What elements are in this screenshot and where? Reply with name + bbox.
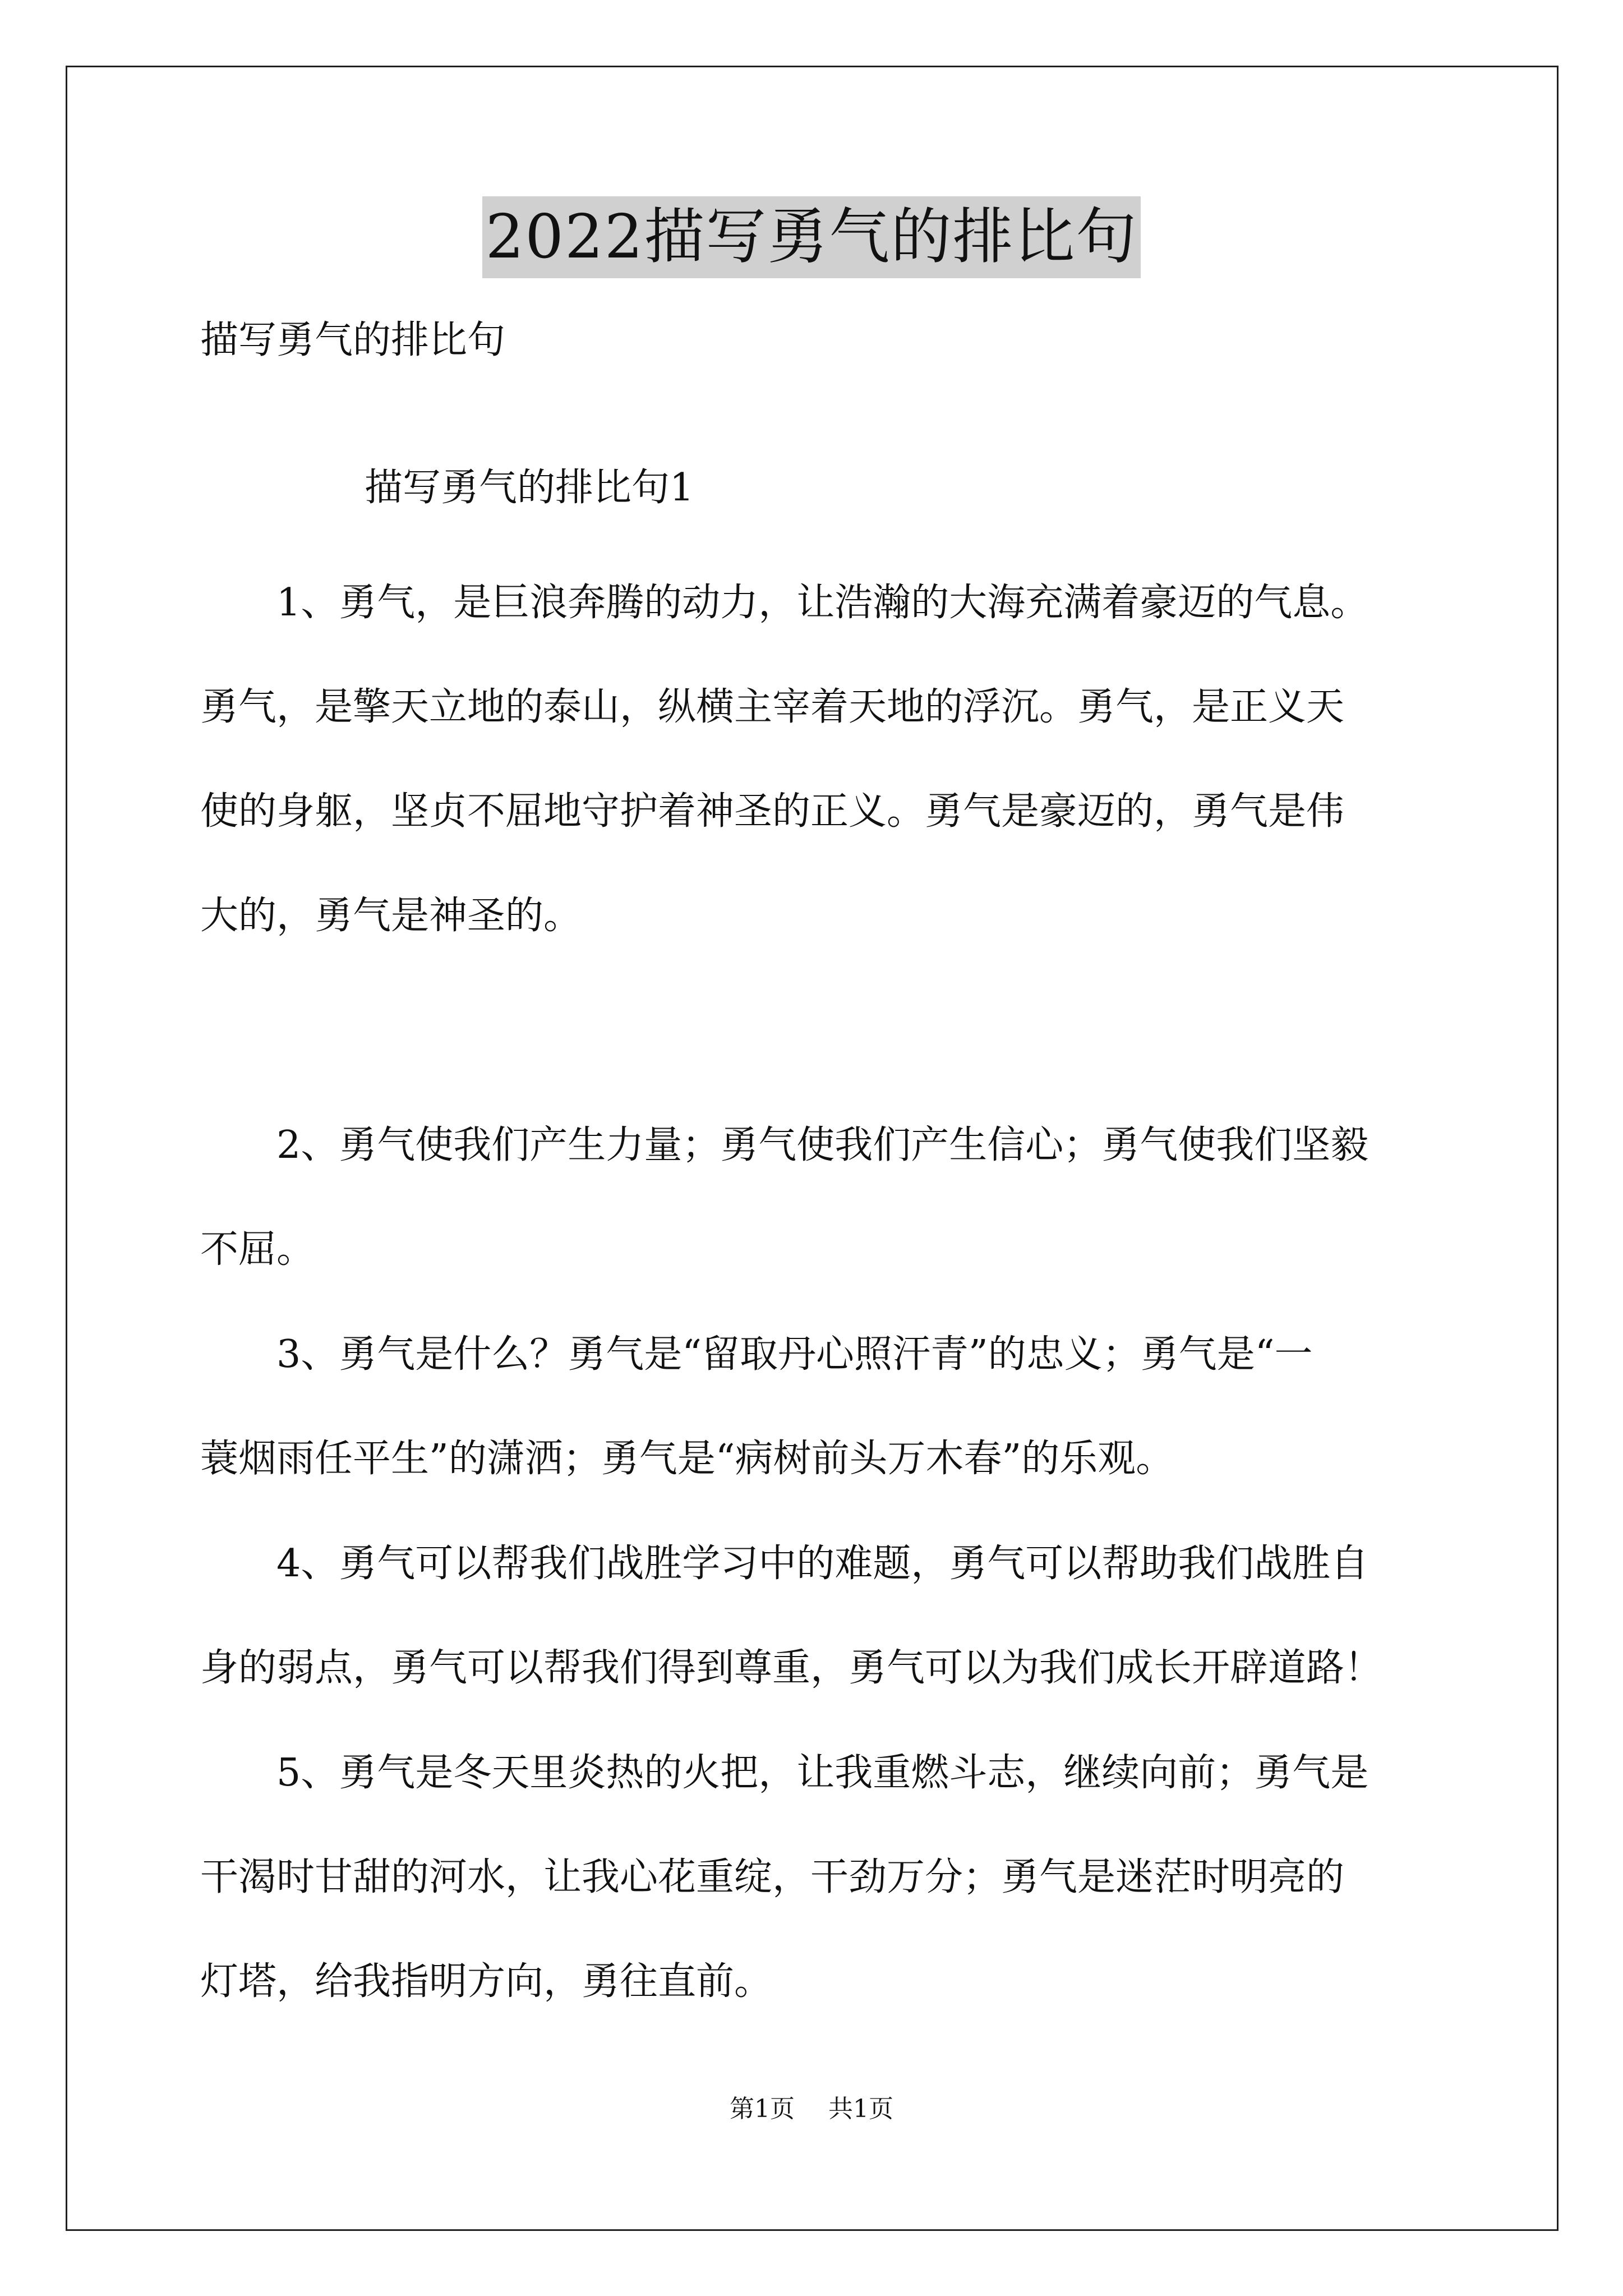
paragraph-line: 5、勇气是冬天里炎热的火把，让我重燃斗志，继续向前；勇气是 <box>276 1751 1369 1795</box>
page-footer <box>0 2092 1623 2126</box>
page-total: 共1页 <box>828 2095 893 2123</box>
paragraph-3 <box>200 1321 1434 1530</box>
paragraph-line: 勇气，是擎天立地的泰山，纵横主宰着天地的浮沉。勇气，是正义天 <box>200 685 1345 729</box>
paragraph-line: 1、勇气，是巨浪奔腾的动力，让浩瀚的大海充满着豪迈的气息。 <box>276 581 1369 625</box>
paragraph-line: 4、勇气可以帮我们战胜学习中的难题，勇气可以帮助我们战胜自 <box>276 1542 1369 1586</box>
paragraph-line: 干渴时甘甜的河水，让我心花重绽，干劲万分；勇气是迷茫时明亮的 <box>200 1855 1345 1899</box>
paragraph-1 <box>200 569 1434 987</box>
paragraph-line: 灯塔，给我指明方向，勇往直前。 <box>200 1959 773 2004</box>
title-container <box>0 196 1623 278</box>
paragraph-line: 身的弱点，勇气可以帮我们得到尊重，勇气可以为我们成长开辟道路！ <box>200 1646 1383 1690</box>
document-title: 2022描写勇气的排比句 <box>482 196 1141 278</box>
document-subheading: 描写勇气的排比句 <box>200 318 506 362</box>
paragraph-4 <box>200 1530 1434 1739</box>
paragraph-line: 2、勇气使我们产生力量；勇气使我们产生信心；勇气使我们坚毅 <box>276 1123 1369 1167</box>
paragraph-line: 使的身躯，坚贞不屈地守护着神圣的正义。勇气是豪迈的，勇气是伟 <box>200 789 1345 834</box>
paragraph-line: 蓑烟雨任平生”的潇洒；勇气是“病树前头万木春”的乐观。 <box>200 1437 1174 1481</box>
paragraph-line: 大的，勇气是神圣的。 <box>200 894 582 938</box>
paragraph-2 <box>200 1112 1434 1320</box>
section-heading: 描写勇气的排比句1 <box>365 466 694 510</box>
paragraph-line: 3、勇气是什么？勇气是“留取丹心照汗青”的忠义；勇气是“一 <box>276 1332 1313 1377</box>
paragraph-5 <box>200 1740 1434 2053</box>
page-number: 第1页 <box>730 2095 795 2123</box>
paragraph-line: 不屈。 <box>200 1227 315 1272</box>
